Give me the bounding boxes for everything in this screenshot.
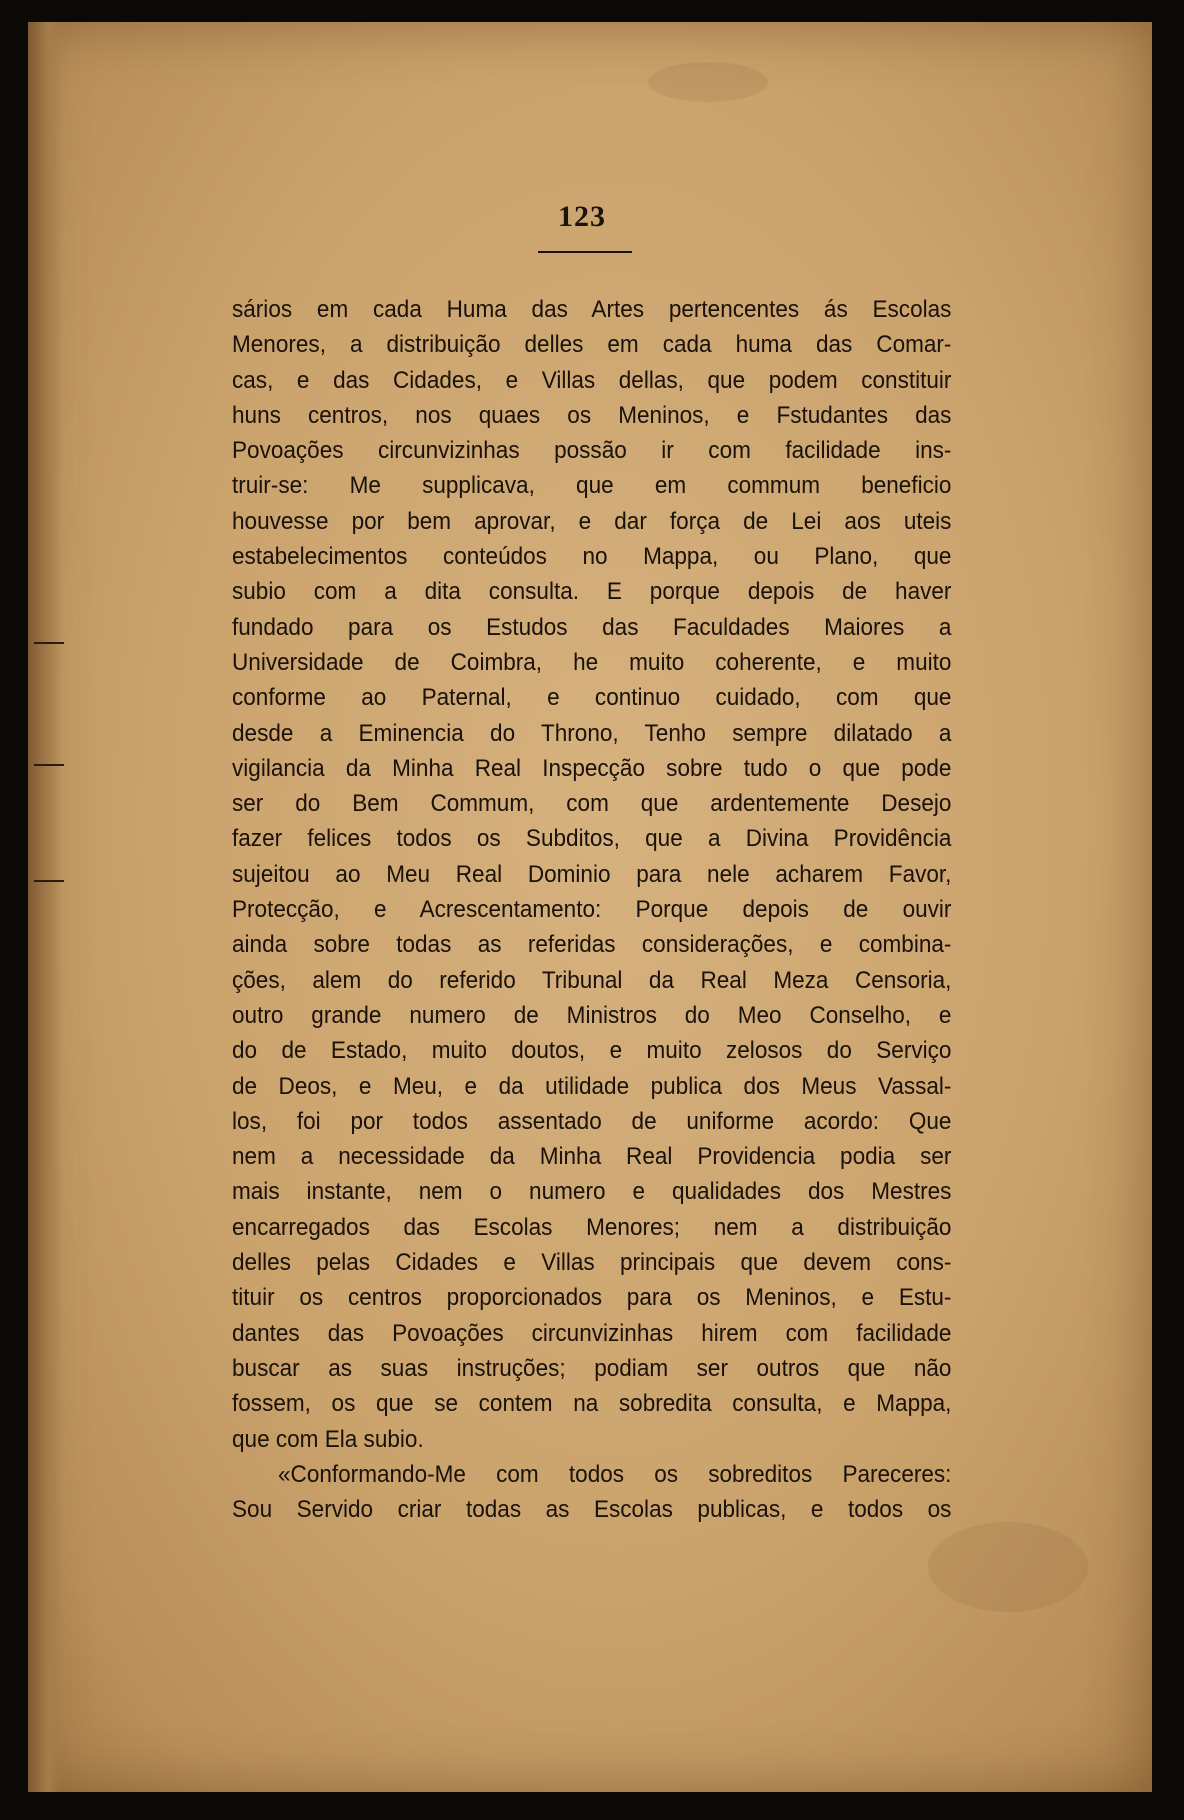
text-line: outro grande numero de Ministros do Meo Conselho, e — [232, 1001, 952, 1029]
text-line: houvesse por bem aprovar, e dar força de Lei aos uteis — [232, 507, 952, 535]
text-line: mais instante, nem o numero e qualidades dos Mestres — [232, 1178, 952, 1206]
text-line: fossem, os que se contem na sobredita consulta, e Mappa, — [232, 1390, 952, 1418]
text-line: ainda sobre todas as referidas considerações, e combina- — [232, 931, 952, 959]
text-line: conforme ao Paternal, e continuo cuidado, com que — [232, 684, 952, 712]
text-line: subio com a dita consulta. E porque depois de haver — [232, 578, 952, 606]
paper-stain — [648, 62, 768, 102]
page-gutter-edge — [28, 22, 62, 1792]
text-line: cas, e das Cidades, e Villas dellas, que podem constituir — [232, 366, 952, 394]
text-line: dantes das Povoações circunvizinhas hirem com facilidade — [232, 1319, 952, 1347]
text-line: desde a Eminencia do Throno, Tenho sempre dilatado a — [232, 719, 952, 747]
text-line: Protecção, e Acrescentamento: Porque depois de ouvir — [232, 896, 952, 924]
body-text — [232, 292, 952, 1527]
margin-mark — [34, 764, 64, 766]
text-line: ções, alem do referido Tribunal da Real Meza Censoria, — [232, 966, 952, 994]
text-line: ser do Bem Commum, com que ardentemente Desejo — [232, 790, 952, 818]
text-line: sujeitou ao Meu Real Dominio para nele acharem Favor, — [232, 860, 952, 888]
text-line: de Deos, e Meu, e da utilidade publica dos Meus Vassal- — [232, 1072, 952, 1100]
text-line: fundado para os Estudos das Faculdades Maiores a — [232, 613, 952, 641]
text-line: Povoações circunvizinhas possão ir com facilidade ins- — [232, 437, 952, 465]
paper-stain — [928, 1522, 1088, 1612]
text-line: huns centros, nos quaes os Meninos, e Fstudantes das — [232, 401, 952, 429]
text-line: vigilancia da Minha Real Inspecção sobre tudo o que pode — [232, 754, 952, 782]
text-line: delles pelas Cidades e Villas principais que devem cons- — [232, 1249, 952, 1277]
text-line: truir-se: Me supplicava, que em commum beneficio — [232, 472, 952, 500]
text-line: los, foi por todos assentado de uniforme acordo: Que — [232, 1107, 952, 1135]
text-line: Menores, a distribuição delles em cada huma das Comar- — [232, 331, 952, 359]
text-line: «Conformando-Me com todos os sobreditos Pareceres: — [278, 1460, 952, 1488]
text-line: Universidade de Coimbra, he muito coherente, e muito — [232, 648, 952, 676]
text-line: sários em cada Huma das Artes pertencentes ás Escolas — [232, 296, 952, 323]
text-line: do de Estado, muito doutos, e muito zelosos do Serviço — [232, 1037, 952, 1065]
page-number-rule — [538, 251, 632, 253]
text-line: estabelecimentos conteúdos no Mappa, ou Plano, que — [232, 543, 952, 571]
text-line: nem a necessidade da Minha Real Providencia podia ser — [232, 1143, 952, 1171]
text-line: que com Ela subio. — [232, 1425, 424, 1453]
margin-mark — [34, 880, 64, 882]
text-line: tituir os centros proporcionados para os Meninos, e Estu- — [232, 1284, 952, 1312]
text-line: fazer felices todos os Subditos, que a Divina Providência — [232, 825, 952, 853]
page-number: 123 — [558, 200, 606, 233]
text-line: encarregados das Escolas Menores; nem a distribuição — [232, 1213, 952, 1241]
text-line: Sou Servido criar todas as Escolas publicas, e todos os — [232, 1496, 952, 1524]
margin-mark — [34, 642, 64, 644]
text-line: buscar as suas instruções; podiam ser outros que não — [232, 1354, 952, 1382]
